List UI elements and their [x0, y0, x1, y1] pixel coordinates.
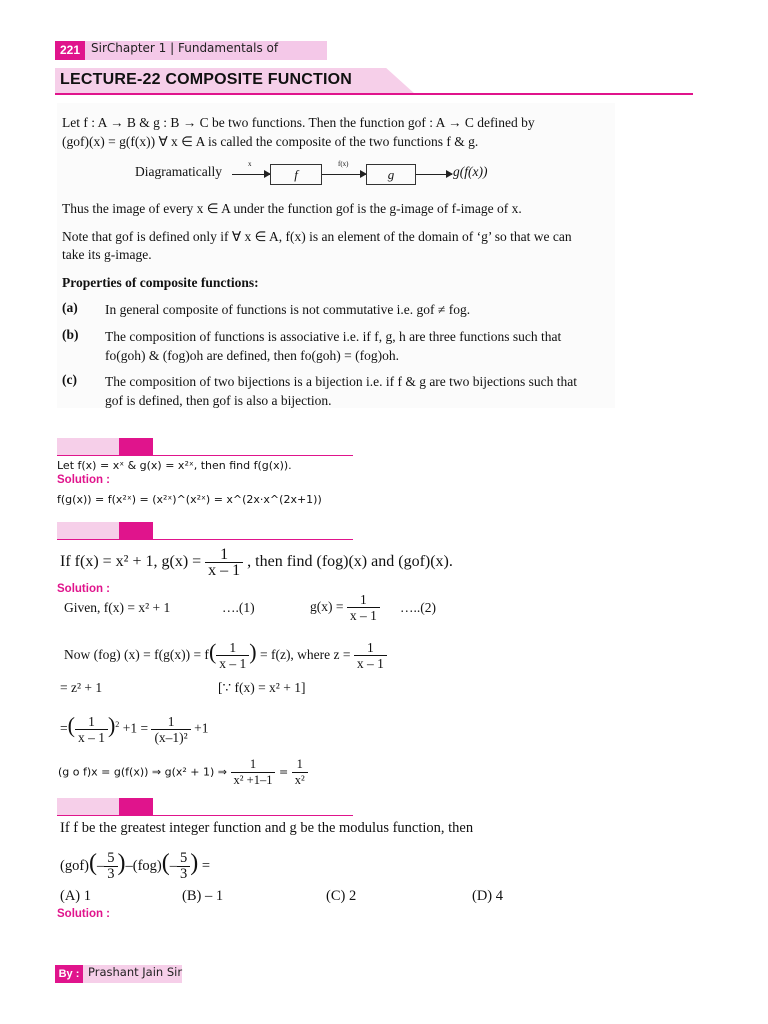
lecture-title-underline: [55, 93, 693, 95]
problem3-expression: (gof)(– $\frac{5}{3}$ )–(fog)(– $\frac{5}{3}$ ) =: [60, 850, 211, 883]
property-text: The composition of functions is associative i.e. if f, g, h are three functions such that: [105, 329, 562, 344]
problem-bar: [57, 522, 353, 540]
problem2-question-post: , then find (fog)(x) and (gof)(x).: [247, 553, 453, 570]
because-note: [∵ f(x) = x² + 1]: [218, 680, 306, 695]
intro-image-sentence: Thus the image of every x ∈ A under the function gof is the g-image of f-image of x.: [62, 201, 522, 216]
diagram-arrow-2: [322, 174, 366, 175]
diagram-label: Diagramatically: [135, 164, 222, 179]
property-text: The composition of two bijections is a bijection i.e. if f & g are two bijections such that: [105, 374, 578, 389]
footer-author: Prashant Jain Sir: [88, 965, 183, 979]
property-text: In general composite of functions is not commutative i.e. gof ≠ fog.: [105, 302, 471, 317]
footer-by-label: By :: [55, 965, 83, 983]
fraction: $\frac{1}{x - 1}$: [205, 547, 243, 578]
property-label: (a): [62, 300, 78, 315]
note-line-1: Note that gof is defined only if ∀ x ∈ A, f(x) is an element of the domain of ‘g’ so that we can: [62, 229, 572, 244]
property-label: (c): [62, 372, 77, 387]
properties-heading: Properties of composite functions:: [62, 275, 259, 290]
gof-line: (g o f)x = g(f(x)) ⇒ g(x² + 1) ⇒ $\frac{1}{\text{x² +1–1}}$ = $\frac{1}{\text{x²}}$: [58, 757, 308, 788]
diagram-arrow-1: [232, 174, 270, 175]
option-b: (B) – 1: [182, 888, 224, 904]
diagram-input-label: x: [248, 160, 252, 168]
problem2-question-pre: If f(x) = x² + 1, g(x) =: [60, 553, 202, 570]
eq-ref-1: ….(1): [222, 600, 255, 615]
problem1-question: Let f(x) = xˣ & g(x) = x²ˣ, then find f(g(x)).: [57, 459, 292, 472]
problem1-solution: f(g(x)) = f(x²ˣ) = (x²ˣ)^(x²ˣ) = x^(2x·x^(2x+1)): [57, 493, 322, 506]
page-number: 221: [55, 41, 85, 60]
diagram-mid-label: f(x): [338, 160, 349, 168]
diagram-box-f: f: [270, 164, 322, 185]
solution-label: Solution :: [57, 474, 111, 486]
solution-label: Solution :: [57, 583, 111, 595]
option-d: (D) 4: [472, 888, 504, 904]
diagram-output: g(f(x)): [453, 164, 488, 179]
intro-line-1: Let f : A → B & g : B → C be two functions. Then the function gof : A → C defined by: [62, 115, 535, 130]
lecture-title: LECTURE-22 COMPOSITE FUNCTION: [60, 71, 353, 88]
given-g: g(x) = $\frac{1}{x - 1}$: [310, 592, 380, 623]
solution-label: Solution :: [57, 908, 111, 920]
diagram-box-g: g: [366, 164, 416, 185]
problem3-question: If f be the greatest integer function and g be the modulus function, then: [60, 820, 474, 836]
chapter-title: SirChapter 1 | Fundamentals of: [91, 41, 279, 55]
property-text: fo(goh) & (fog)oh are defined, then fo(goh) = (fog)oh.: [105, 348, 400, 363]
fog-line: Now (fog) (x) = f(g(x)) = f( $\frac{1}{x - 1}$ ) = f(z), where z = $\frac{1}{x - 1}$: [64, 636, 387, 671]
fog-result: =( $\frac{1}{x - 1}$ )$^2$ +1 = $\frac{1}{\text{(x–1)²}}$ +1: [60, 712, 209, 745]
property-text: gof is defined, then gof is also a bijection.: [105, 393, 332, 408]
z-squared: = z² + 1: [60, 680, 103, 695]
problem-bar: [57, 798, 353, 816]
diagram-arrow-3: [416, 174, 452, 175]
property-label: (b): [62, 327, 79, 342]
given-f: Given, f(x) = x² + 1: [64, 600, 171, 615]
eq-ref-2: …..(2): [400, 600, 436, 615]
problem2-question: [60, 546, 453, 578]
note-line-2: take its g-image.: [62, 247, 152, 262]
problem-bar: [57, 438, 353, 456]
option-a: (A) 1: [60, 888, 92, 904]
option-c: (C) 2: [326, 888, 357, 904]
intro-line-2: (gof)(x) = g(f(x)) ∀ x ∈ A is called the composite of the two functions f & g.: [62, 134, 479, 149]
